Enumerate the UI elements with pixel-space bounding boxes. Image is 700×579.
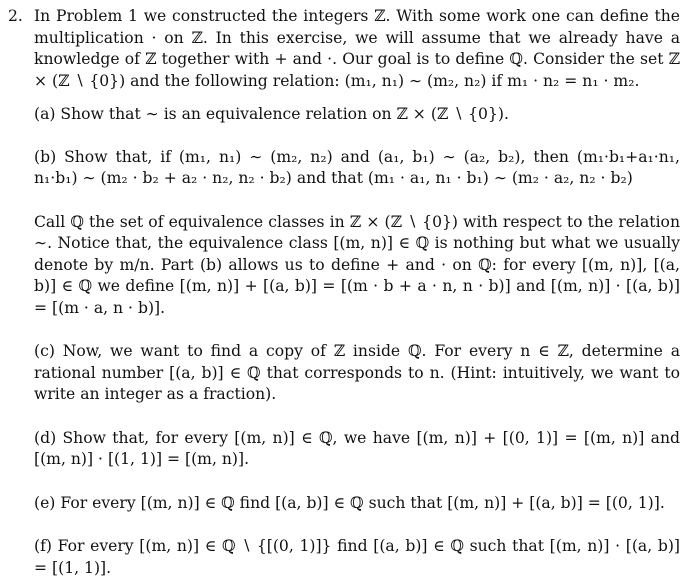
spacer: [34, 406, 680, 428]
spacer: [34, 471, 680, 493]
problem-number: 2.: [8, 7, 23, 25]
part-c: (c) Now, we want to find a copy of ℤ inside ℚ. For every n ∈ ℤ, determine a rational number [(a, b)] ∈ ℚ that corresponds to n. (Hint: intuitively, we want to write an integer as a fraction).: [34, 342, 680, 403]
part-a: (a) Show that ∼ is an equivalence relation on ℤ × (ℤ ∖ {0}).: [34, 105, 509, 123]
problem-2: [8, 6, 680, 579]
spacer: [34, 319, 680, 341]
definition-paragraph: Call ℚ the set of equivalence classes in ℤ × (ℤ ∖ {0}) with respect to the relation ∼. Notice that, the equivalence class [(m, n)] ∈ ℚ is nothing but what we usually denote by m/n. Part (b) allows us to define + and · on ℚ: for every [(m, n)], [(a, b)] ∈ ℚ we define [(m, n)] + [(a, b)] = [(m · b + a · n, n · b)] and [(m, n)] · [(a, b)] = [(m · a, n · b)].: [34, 212, 680, 317]
part-b: (b) Show that, if (m₁, n₁) ∼ (m₂, n₂) and (a₁, b₁) ∼ (a₂, b₂), then (m₁·b₁+a₁·n₁, n₁·b₁) ∼ (m₂ · b₂ + a₂ · n₂, n₂ · b₂) and that (m₁ · a₁, n₁ · b₁) ∼ (m₂ · a₂, n₂ · b₂): [34, 147, 680, 187]
problem-body: [34, 6, 680, 579]
problem-intro: In Problem 1 we constructed the integers ℤ. With some work one can define the multiplication · on ℤ. In this exercise, we will assume that we already have a knowledge of ℤ together with + and ·. Our goal is to define ℚ. Consider the set ℤ × (ℤ ∖ {0}) and the following relation: (m₁, n₁) ∼ (m₂, n₂) if m₁ · n₂ = n₁ · m₂.: [34, 7, 680, 90]
part-f: (f) For every [(m, n)] ∈ ℚ ∖ {[(0, 1)]} find [(a, b)] ∈ ℚ such that [(m, n)] · [(a, b)] = [(1, 1)].: [34, 537, 680, 577]
spacer: [34, 190, 680, 212]
part-d: (d) Show that, for every [(m, n)] ∈ ℚ, we have [(m, n)] + [(0, 1)] = [(m, n)] and [(m, n)] · [(1, 1)] = [(m, n)].: [34, 428, 680, 468]
spacer: [34, 92, 680, 104]
part-e: (e) For every [(m, n)] ∈ ℚ find [(a, b)] ∈ ℚ such that [(m, n)] + [(a, b)] = [(0, 1)].: [34, 493, 665, 512]
spacer: [34, 126, 680, 147]
spacer: [34, 514, 680, 536]
